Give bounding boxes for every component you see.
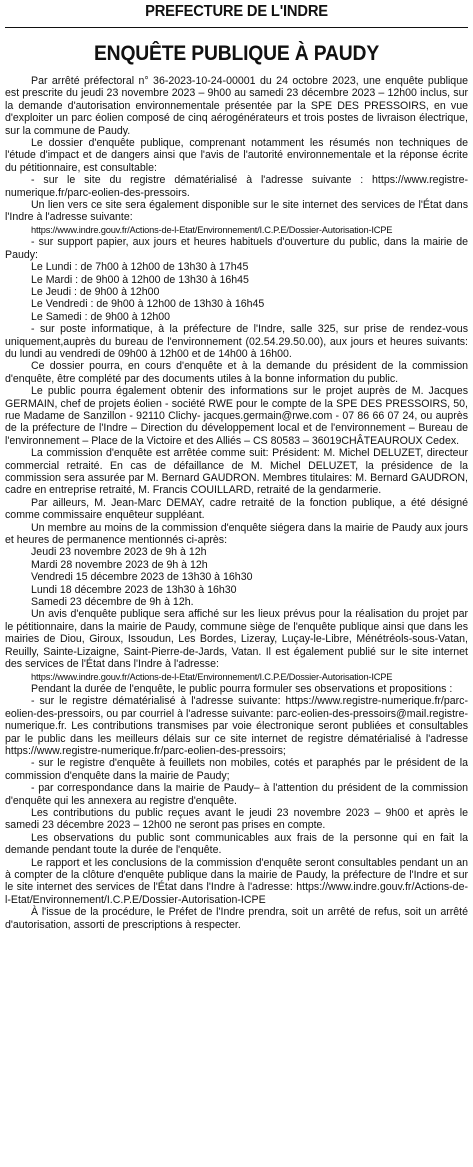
- paragraph-contact: Le public pourra également obtenir des informations sur le projet auprès de M. Jacques GERMAIN, chef de projets éolien - société RWE pour le compte de la SPE DES PRESSOIRS, 50, rue Madame de Sanzillon - 92110 Clichy- jacques.germain@rwe.com - 07 86 66 07 24, ou auprès de la préfecture de l'Indre – Direction du développement local et de l'environnement – Bureau de l'environnement – Place de la Victoire et des Alliés – CS 80583 – 36019CHÂTEAUROUX Cedex.: [5, 385, 468, 447]
- paragraph-paper-register: - sur le registre d'enquête à feuillets non mobiles, cotés et paraphés par le président de la commission d'enquête dans la mairie de Paudy;: [5, 757, 468, 782]
- paragraph-conclusion: À l'issue de la procédure, le Préfet de l'Indre prendra, soit un arrêté de refus, soit un arrêté d'autorisation, assorti de prescriptions à respecter.: [5, 906, 468, 931]
- prefecture-heading: PREFECTURE DE L'INDRE: [145, 3, 328, 20]
- permanence-item: Lundi 18 décembre 2023 de 13h30 à 16h30: [31, 583, 237, 596]
- opening-hours-list: [5, 261, 468, 323]
- permanence-item: Jeudi 23 novembre 2023 de 9h à 12h: [31, 546, 207, 559]
- paragraph-paper-support: - sur support papier, aux jours et heures habituels d'ouverture du public, dans la mairie de Paudy:: [5, 236, 468, 261]
- prefecture-url: https://www.indre.gouv.fr/Actions-de-l-Etat/Environnement/I.C.P.E/Dossier-Autorisation-ICPE: [31, 671, 393, 682]
- hours-item: Le Samedi : de 9h00 à 12h00: [31, 310, 171, 323]
- paragraph-computer-access: - sur poste informatique, à la préfecture de l'Indre, salle 325, sur prise de rendez-vous uniquement,auprès du bureau de l'environnement (02.54.29.50.00), aux jours et heures suivants: du lundi au vendredi de 09h00 à 12h00 et de 14h00 à 16h00.: [5, 323, 468, 360]
- hours-item: Le Lundi : de 7h00 à 12h00 de 13h30 à 17h45: [31, 261, 249, 274]
- divider: [5, 27, 468, 28]
- paragraph-substitute: Par ailleurs, M. Jean-Marc DEMAY, cadre retraité de la fonction publique, a été désigné comme commissaire enquêteur suppléant.: [5, 496, 468, 522]
- notice-title: ENQUÊTE PUBLIQUE À PAUDY: [93, 42, 380, 65]
- hours-item: Le Jeudi : de 9h00 à 12h00: [31, 285, 160, 298]
- paragraph-observations-intro: Pendant la durée de l'enquête, le public pourra formuler ses observations et propositions :: [31, 682, 453, 695]
- permanence-item: Samedi 23 décembre de 9h à 12h.: [31, 596, 194, 609]
- permanence-item: Vendredi 15 décembre 2023 de 13h30 à 16h30: [31, 571, 253, 584]
- paragraph-dossier: Le dossier d'enquête publique, comprenant notamment les résumés non techniques de l'étude d'impact et de dangers ainsi que l'avis de l'autorité environnementale et la réponse écrite du pétitionnaire, est consultable:: [5, 137, 468, 174]
- hours-item: Le Mardi : de 9h00 à 12h00 de 13h30 à 16h45: [31, 273, 249, 286]
- paragraph-report: Le rapport et les conclusions de la commission d'enquête seront consultables pendant un an à compter de la clôture d'enquête publique dans la mairie de Paudy, la préfecture de l'Indre et sur le site internet des services de l'État dans l'Indre à l'adresse: https://www.indre.gouv.fr/Actions-de-l-Etat/Environnement/I.C.P.E/Dossier-Autorisation-ICPE: [5, 856, 468, 906]
- paragraph-correspondence: - par correspondance dans la mairie de Paudy– à l'attention du président de la commission d'enquête qui les annexera au registre d'enquête.: [5, 782, 468, 807]
- paragraph-online-register: - sur le site du registre dématérialisé à l'adresse suivante : https://www.registre-numerique.fr/parc-eolien-des-pressoirs.: [5, 174, 468, 199]
- paragraph-deadlines: Les contributions du public reçues avant le jeudi 23 novembre 2023 – 9h00 et après le samedi 23 décembre 2023 – 12h00 ne seront pas prises en compte.: [5, 806, 468, 832]
- paragraph-dossier-completion: Ce dossier pourra, en cours d'enquête et à la demande du président de la commission d'enquête, être complété par des documents utiles à la bonne information du public.: [5, 360, 468, 385]
- paragraph-link-info: Un lien vers ce site sera également disponible sur le site internet des services de l'État dans l'Indre à l'adresse suivante:: [5, 199, 468, 224]
- permanences-list: [5, 546, 468, 608]
- hours-item: Le Vendredi : de 9h00 à 12h00 de 13h30 à 16h45: [31, 298, 265, 311]
- prefecture-url: https://www.indre.gouv.fr/Actions-de-l-Etat/Environnement/I.C.P.E/Dossier-Autorisation-ICPE: [31, 224, 393, 235]
- paragraph-posting: Un avis d'enquête publique sera affiché sur les lieux prévus pour la réalisation du projet par le pétitionnaire, dans la mairie de Paudy, commune siège de l'enquête publique ainsi que dans les mairies de Diou, Giroux, Issoudun, Les Bordes, Lizeray, Luçay-le-Libre, Ménétréols-sous-Vatan, Reuilly, Sainte-Lizaigne, Saint-Pierre-de-Jards, Vatan. Il est également publié sur le site internet des services de l'État dans l'Indre à l'adresse:: [5, 608, 468, 671]
- paragraph-communication: Les observations du public sont communicables aux frais de la personne qui en fait la demande pendant toute la durée de l'enquête.: [5, 831, 468, 857]
- paragraph-permanences-intro: Un membre au moins de la commission d'enquête siégera dans la mairie de Paudy aux jours et heures de permanence mentionnés ci-après:: [5, 521, 468, 547]
- paragraph-online-observations: - sur le registre dématérialisé à l'adresse suivante: https://www.registre-numerique.fr/parc-eolien-des-pressoirs, ou par courriel à l'adresse suivante: parc-eolien-des-pressoirs@mail.registre-numerique.fr. Les contributions transmises par voie électronique seront publiées et consultables par le public dans les meilleurs délais sur ce site internet de registre dématérialisé à l'adresse https://www.registre-numerique.fr/parc-eolien-des-pressoirs;: [5, 695, 468, 757]
- paragraph-commission: La commission d'enquête est arrêtée comme suit: Président: M. Michel DELUZET, directeur commercial retraité. En cas de défaillance de M. Michel DELUZET, la présidence de la commission sera assurée par M. Bernard GAUDRON. Membres titulaires: M. Bernard GAUDRON, cadre en entreprise retraité, M. Francis COUILLARD, retraité de la gendarmerie.: [5, 447, 468, 497]
- paragraph-decree: Par arrêté préfectoral n° 36-2023-10-24-00001 du 24 octobre 2023, une enquête publique est prescrite du jeudi 23 novembre 2023 – 9h00 au samedi 23 décembre 2023 – 12h00 inclus, sur la demande d'autorisation environnementale présentée par la SPE DES PRESSOIRS, en vue d'exploiter un parc éolien composé de cinq aérogénérateurs et trois postes de livraison électrique, sur la commune de Paudy.: [5, 75, 468, 137]
- permanence-item: Mardi 28 novembre 2023 de 9h à 12h: [31, 558, 208, 571]
